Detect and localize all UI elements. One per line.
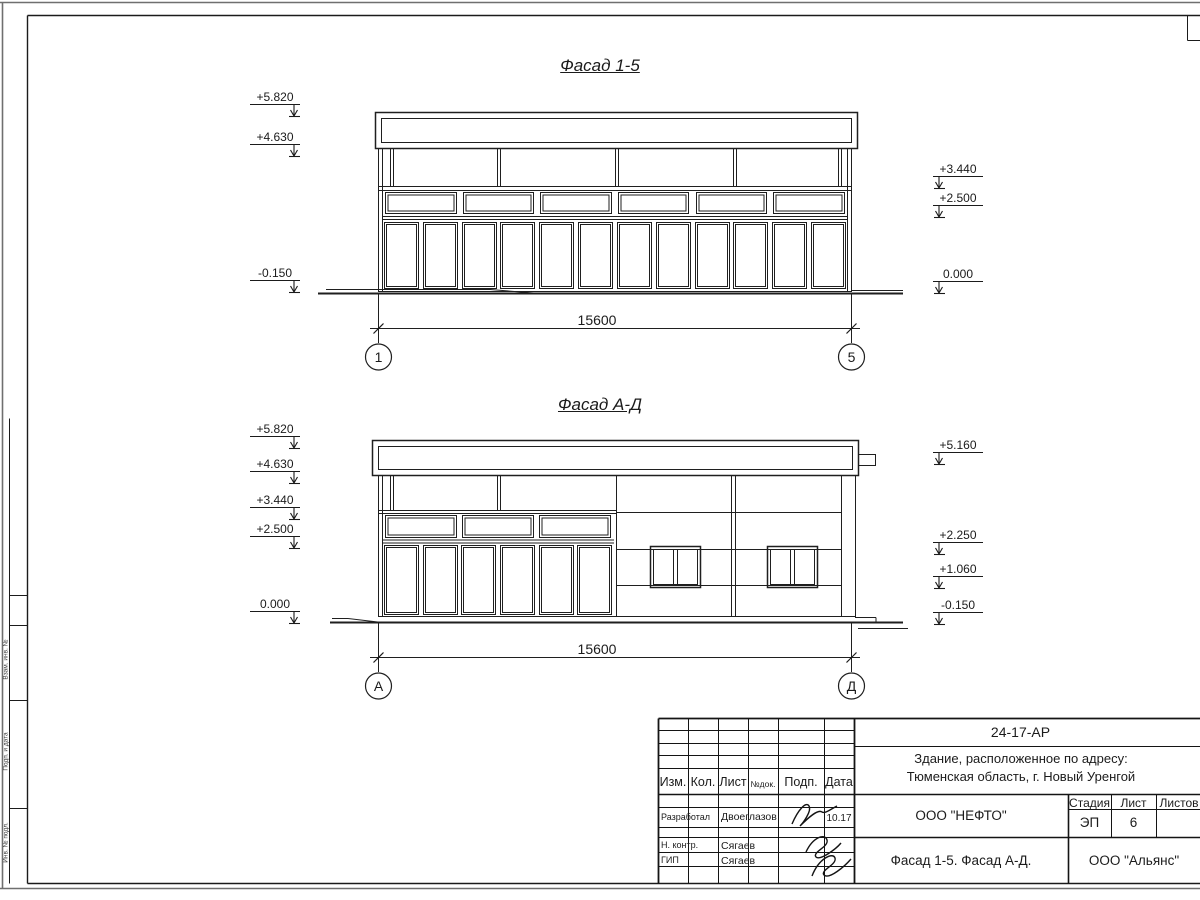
elevation-mark: +5.820 bbox=[250, 90, 300, 105]
titleblock-name-ncontr: Сягаев bbox=[721, 840, 756, 852]
titleblock-col-podp: Подп. bbox=[784, 775, 818, 789]
axis-bubble-label: 1 bbox=[374, 349, 383, 365]
titleblock-doc-number: 24-17-АР bbox=[990, 724, 1051, 740]
axis-bubble-label: А bbox=[373, 678, 384, 694]
titleblock-stage-value: ЭП bbox=[1079, 815, 1100, 830]
elevation-mark: +2.250 bbox=[933, 528, 983, 543]
frame-label-podp-data: Подп. и дата bbox=[2, 732, 10, 771]
signature-ncontr-icon bbox=[806, 837, 841, 858]
elevation-mark: 0.000 bbox=[933, 267, 983, 282]
titleblock-address-line1: Здание, расположенное по адресу: bbox=[914, 751, 1128, 766]
titleblock-sheet-number: 6 bbox=[1129, 815, 1138, 830]
titleblock-sheet-title: Фасад 1-5. Фасад А-Д. bbox=[890, 853, 1032, 868]
elevation-mark: +3.440 bbox=[933, 162, 983, 177]
dimension-label: 15600 bbox=[577, 641, 617, 657]
elevation-mark: -0.150 bbox=[250, 266, 300, 281]
titleblock-name-gip: Сягаев bbox=[721, 855, 756, 867]
titleblock-col-ndok: №док. bbox=[750, 779, 776, 789]
titleblock-address-line2: Тюменская область, г. Новый Уренгой bbox=[906, 769, 1136, 784]
elevation-mark: +5.820 bbox=[250, 422, 300, 437]
elevation-mark: +5.160 bbox=[933, 438, 983, 453]
titleblock-name-developer: Двоеглазов bbox=[721, 811, 777, 823]
elevation-mark: +4.630 bbox=[250, 130, 300, 145]
frame-label-vzam-inv: Взам. инв. № bbox=[2, 639, 10, 680]
titleblock-col-data: Дата bbox=[825, 775, 853, 789]
facade-a-d-title: Фасад А-Д bbox=[557, 395, 642, 414]
titleblock-role-gip: ГИП bbox=[661, 855, 679, 865]
titleblock-company: ООО "НЕФТО" bbox=[915, 808, 1007, 823]
titleblock-col-list: Лист bbox=[719, 775, 747, 789]
frame-label-inv-podl: Инв. № подл. bbox=[2, 822, 10, 863]
elevation-mark: +2.500 bbox=[933, 191, 983, 206]
titleblock-list-label: Лист bbox=[1120, 796, 1147, 810]
titleblock-stage-label: Стадия bbox=[1069, 796, 1110, 810]
titleblock-col-izm: Изм. bbox=[659, 775, 687, 789]
dimension-label: 15600 bbox=[577, 312, 617, 328]
signature-gip-icon bbox=[812, 856, 851, 876]
titleblock-role-developer: Разработал bbox=[661, 812, 710, 822]
axis-bubble-label: Д bbox=[846, 678, 857, 694]
facade-1-5-title: Фасад 1-5 bbox=[560, 56, 640, 75]
elevation-mark: +4.630 bbox=[250, 457, 300, 472]
axis-bubble-label: 5 bbox=[847, 349, 856, 365]
elevation-mark: +1.060 bbox=[933, 562, 983, 577]
titleblock-date: 10.17 bbox=[826, 813, 852, 824]
titleblock-col-kol: Кол. bbox=[690, 775, 716, 789]
titleblock-role-ncontr: Н. контр. bbox=[661, 840, 699, 850]
facade-1-5-drawing bbox=[318, 113, 903, 371]
titleblock-org: ООО "Альянс" bbox=[1088, 853, 1180, 868]
titleblock-listov-label: Листов bbox=[1159, 796, 1199, 810]
facade-a-d-drawing bbox=[330, 441, 908, 700]
elevation-mark: -0.150 bbox=[933, 598, 983, 613]
elevation-mark: +2.500 bbox=[250, 522, 300, 537]
elevation-mark: +3.440 bbox=[250, 493, 300, 508]
elevation-mark: 0.000 bbox=[250, 597, 300, 612]
